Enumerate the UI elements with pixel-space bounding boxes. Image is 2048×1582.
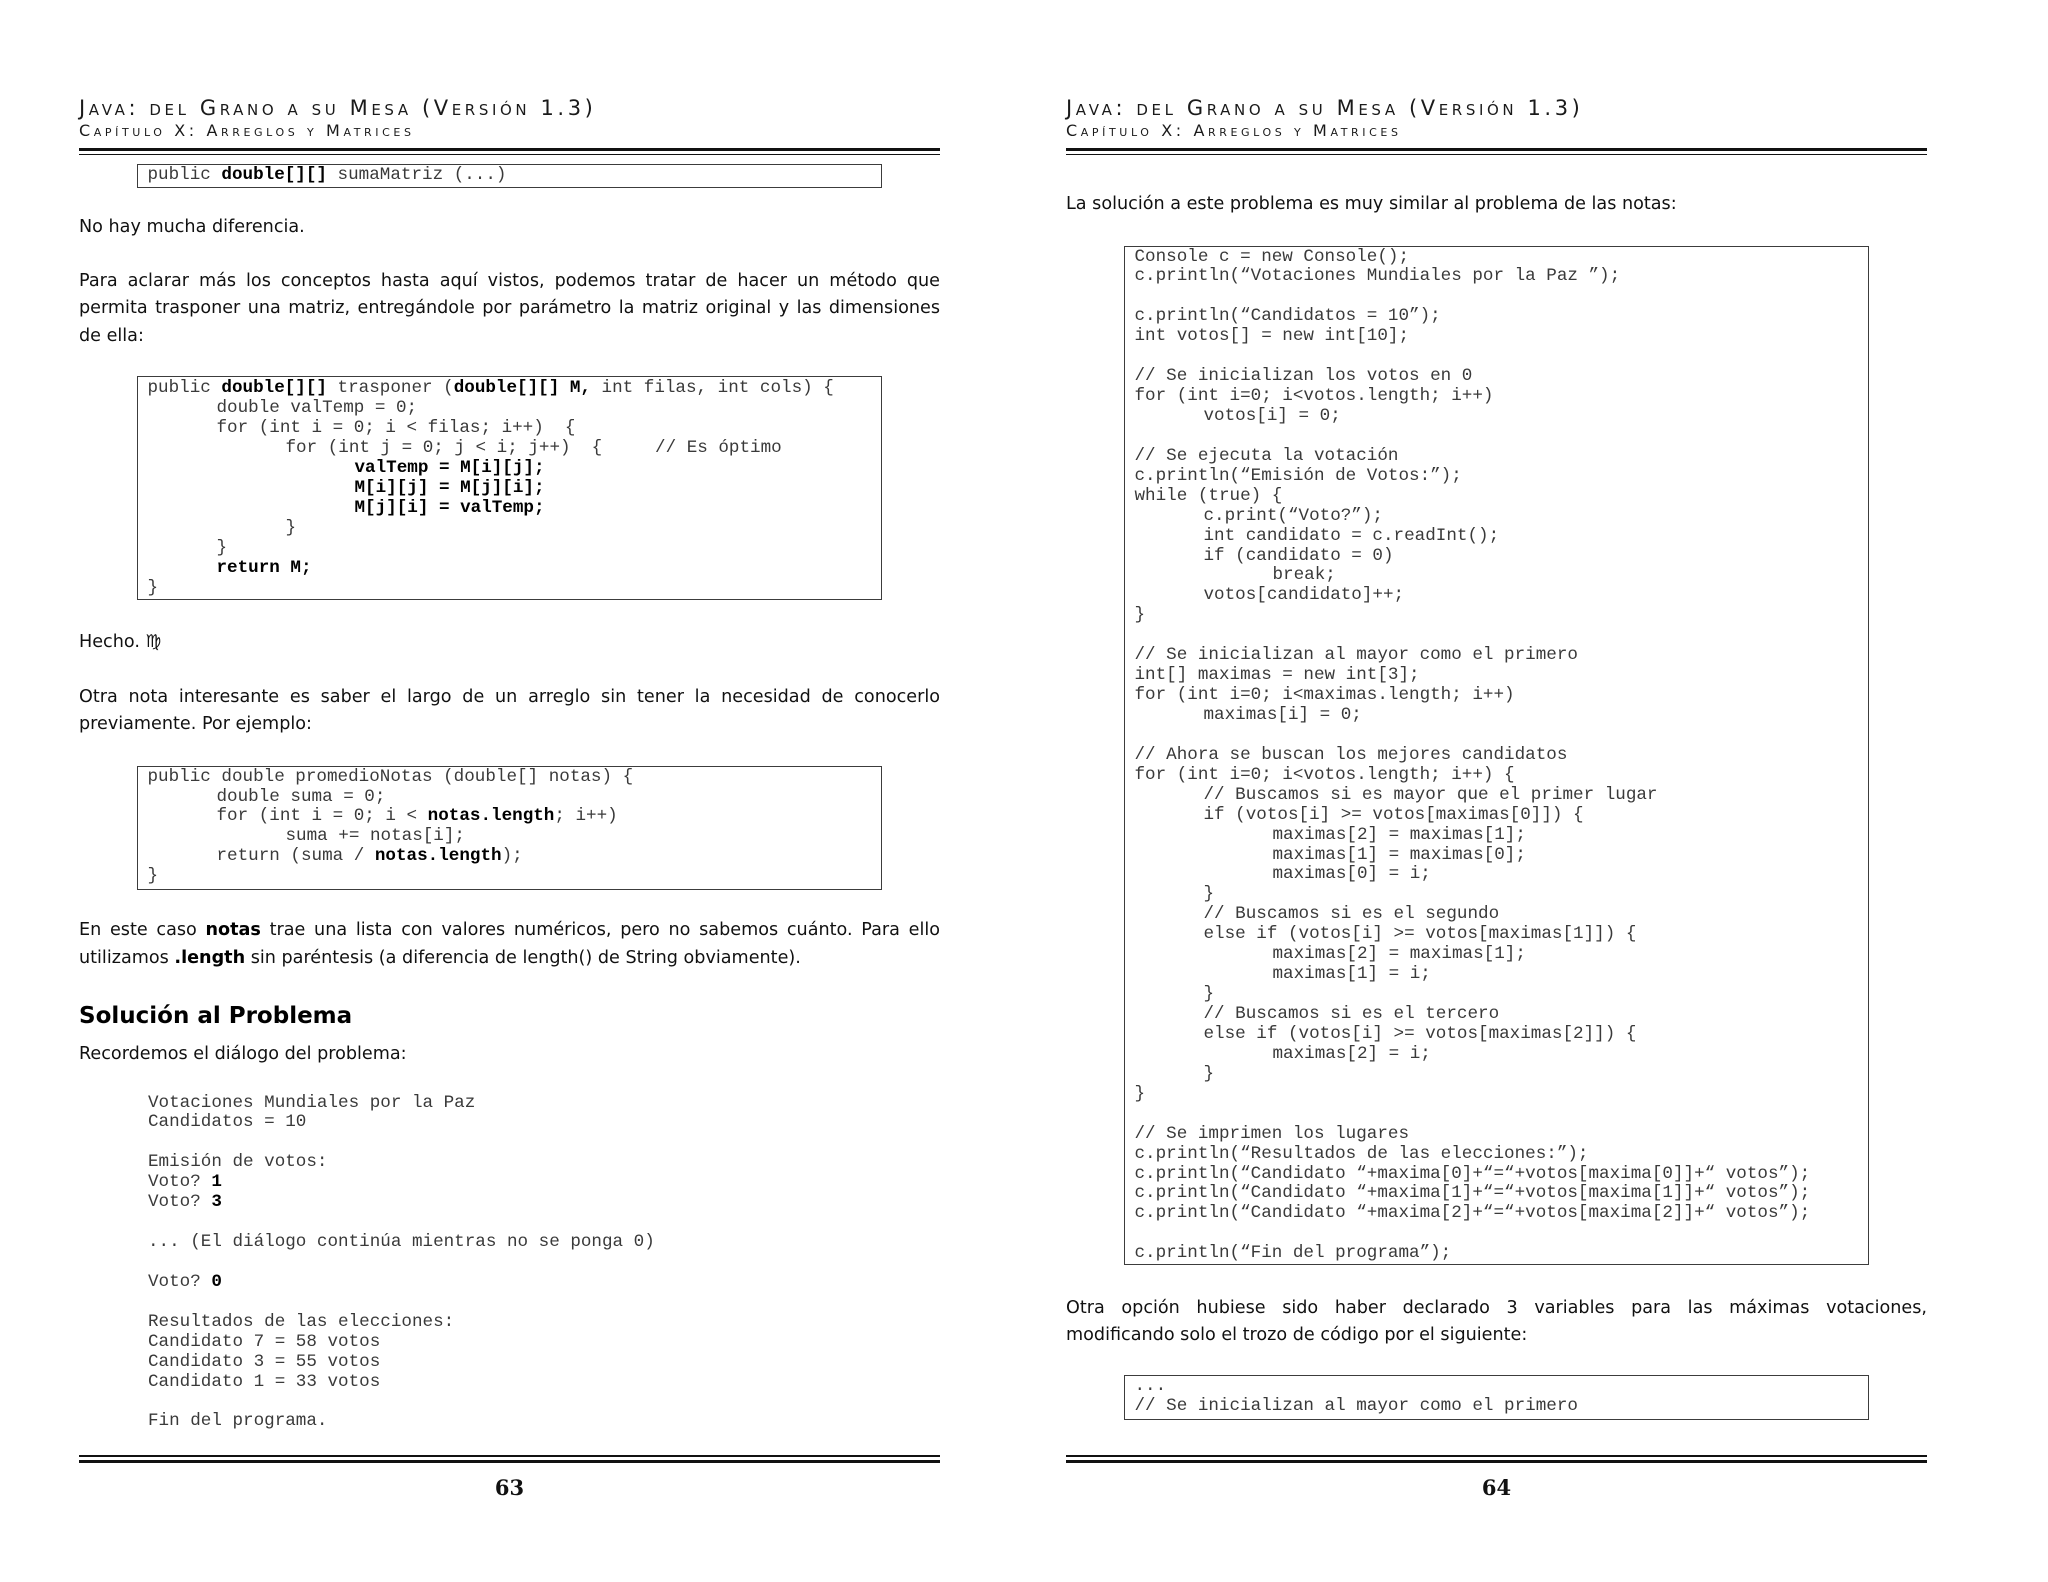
blank-line bbox=[1135, 347, 1863, 367]
bold-text: notas.length bbox=[374, 846, 502, 867]
code-line: c.print(“Voto?”); bbox=[1134, 505, 1383, 526]
text-line: Recordemos el diálogo del problema: bbox=[79, 1044, 407, 1065]
code-line: votos[candidato]++; bbox=[1134, 585, 1405, 606]
code-line: c.println(“Candidato “+maxima[0]+“=“+votos[maxima[0]]+“ votos”); bbox=[1134, 1163, 1811, 1184]
book-title-header: Java: del Grano a su Mesa (Versión 1.3) bbox=[79, 96, 597, 121]
code-line: else if (votos[i] >= votos[maximas[2]]) { bbox=[1134, 1023, 1637, 1044]
dialog-line: Voto? 0 bbox=[148, 1271, 222, 1292]
code-line: } bbox=[1134, 984, 1215, 1005]
code-line: Console c = new Console(); bbox=[1134, 246, 1410, 267]
dialog-line: Resultados de las elecciones: bbox=[148, 1311, 455, 1332]
code-line: for (int i=0; i<maximas.length; i++) bbox=[1134, 685, 1515, 706]
code-line bbox=[148, 479, 876, 499]
paragraph-solucion bbox=[1066, 191, 1927, 219]
code-line bbox=[148, 559, 876, 579]
code-box-suma-matriz bbox=[137, 164, 882, 188]
code-line: maximas[0] = i; bbox=[1134, 864, 1431, 885]
bold-text: 3 bbox=[211, 1192, 222, 1213]
text-line: previamente. Por ejemplo: bbox=[79, 714, 312, 735]
blank-line bbox=[148, 1253, 655, 1273]
text-line: permita trasponer una matriz, entregándole por parámetro la matriz original y las dimensiones bbox=[79, 298, 940, 319]
bold-text: valTemp = M[i][j]; bbox=[354, 457, 545, 478]
code-box-promedio-notas bbox=[137, 766, 882, 890]
code-line: public double promedioNotas (double[] notas) { bbox=[147, 766, 634, 787]
text-line: Hecho. ♍ bbox=[79, 632, 162, 653]
text-line: Otra opción hubiese sido haber declarado 3 variables para las máximas votaciones, bbox=[1066, 1297, 1927, 1318]
bold-text: double[][] M, bbox=[453, 378, 591, 399]
page-63 bbox=[79, 0, 940, 1582]
code-line: } bbox=[1134, 1083, 1146, 1104]
code-line: // Buscamos si es mayor que el primer lugar bbox=[1134, 784, 1658, 805]
text-line: En este caso notas trae una lista con valores numéricos, pero no sabemos cuánto. Para ello bbox=[79, 920, 940, 940]
paragraph-recordemos bbox=[79, 1041, 940, 1069]
code-line: public double[][] sumaMatriz (...) bbox=[147, 164, 507, 185]
text-line: modificando solo el trozo de código por el siguiente: bbox=[1066, 1325, 1528, 1346]
footer-rule-thin bbox=[79, 1455, 940, 1457]
code-box-votaciones bbox=[1124, 246, 1869, 1266]
code-line: // Buscamos si es el tercero bbox=[1134, 1004, 1500, 1025]
blank-line bbox=[148, 1213, 655, 1233]
bold-text: M[i][j] = M[j][i]; bbox=[354, 477, 545, 498]
footer-rule-thick bbox=[79, 1460, 940, 1463]
paragraph-largo-arreglo bbox=[79, 684, 940, 739]
code-line: double suma = 0; bbox=[147, 786, 386, 807]
section-heading: Solución al Problema bbox=[79, 1003, 353, 1029]
blank-line bbox=[1135, 1105, 1863, 1125]
book-title-header: Java: del Grano a su Mesa (Versión 1.3) bbox=[1066, 96, 1584, 121]
dialog-line: Candidato 1 = 33 votos bbox=[148, 1371, 381, 1392]
blank-line bbox=[1135, 287, 1863, 307]
blank-line bbox=[1135, 1224, 1863, 1244]
dialog-line: Candidatos = 10 bbox=[148, 1112, 307, 1133]
blank-line bbox=[1135, 626, 1863, 646]
text-line: La solución a este problema es muy similar al problema de las notas: bbox=[1066, 194, 1677, 214]
code-line: suma += notas[i]; bbox=[147, 826, 465, 847]
page-64 bbox=[1066, 0, 1927, 1582]
header-rule-thin bbox=[79, 154, 940, 156]
code-line: maximas[2] = i; bbox=[1134, 1043, 1431, 1064]
footer-rule-thin bbox=[1066, 1455, 1927, 1457]
code-line: public double[][] trasponer (double[][] M, int filas, int cols) { bbox=[147, 378, 834, 399]
dialog-line: Candidato 7 = 58 votos bbox=[148, 1331, 381, 1352]
dialog-line: Voto? 3 bbox=[148, 1192, 222, 1213]
code-line: while (true) { bbox=[1134, 485, 1283, 506]
code-line: for (int i=0; i<votos.length; i++) { bbox=[1134, 764, 1515, 785]
paragraph-aclarar bbox=[79, 268, 940, 351]
code-line bbox=[148, 499, 876, 519]
code-line: c.println(“Emisión de Votos:”); bbox=[1134, 465, 1462, 486]
footer-rule-thick bbox=[1066, 1460, 1927, 1463]
code-line: c.println(“Votaciones Mundiales por la Paz ”); bbox=[1134, 266, 1621, 287]
text-line: Otra nota interesante es saber el largo de un arreglo sin tener la necesidad de conocerlo bbox=[79, 686, 940, 707]
code-line: // Se ejecuta la votación bbox=[1134, 445, 1399, 466]
dialog-line: Fin del programa. bbox=[148, 1411, 328, 1432]
code-line: for (int i=0; i<votos.length; i++) bbox=[1134, 386, 1494, 407]
dialog-line: Emisión de votos: bbox=[148, 1152, 328, 1173]
code-line: } bbox=[147, 577, 159, 598]
blank-line bbox=[148, 1293, 655, 1313]
text-line: Para aclarar más los conceptos hasta aquí vistos, podemos tratar de hacer un método que bbox=[79, 270, 940, 291]
paragraph-hecho bbox=[79, 629, 940, 657]
code-line: int votos[] = new int[10]; bbox=[1134, 326, 1410, 347]
paragraph-no-diferencia bbox=[79, 214, 940, 242]
code-line bbox=[148, 459, 876, 479]
page-number: 63 bbox=[494, 1475, 525, 1500]
code-line: return (suma / notas.length); bbox=[147, 846, 523, 867]
code-line: // Se inicializan los votos en 0 bbox=[1134, 366, 1473, 387]
code-line: // Se inicializan al mayor como el primero bbox=[1134, 1396, 1578, 1417]
code-line: ... bbox=[1134, 1376, 1167, 1397]
code-line: // Buscamos si es el segundo bbox=[1134, 904, 1500, 925]
code-line: maximas[i] = 0; bbox=[1134, 705, 1362, 725]
dialog-line: ... (El diálogo continúa mientras no se ponga 0) bbox=[148, 1232, 655, 1253]
dialog-line: Votaciones Mundiales por la Paz bbox=[148, 1092, 476, 1113]
bold-text: double[][] bbox=[221, 164, 327, 185]
blank-line bbox=[1135, 726, 1863, 746]
page-number: 64 bbox=[1481, 1475, 1512, 1500]
code-line: c.println(“Candidato “+maxima[1]+“=“+votos[maxima[1]]+“ votos”); bbox=[1134, 1183, 1811, 1204]
paragraph-otra-opcion bbox=[1066, 1295, 1927, 1350]
code-line: double valTemp = 0; bbox=[147, 398, 418, 419]
code-line: votos[i] = 0; bbox=[1134, 405, 1341, 426]
code-line: c.println(“Candidatos = 10”); bbox=[1134, 306, 1441, 327]
text-line: de ella: bbox=[79, 326, 144, 347]
code-line: maximas[1] = maximas[0]; bbox=[1134, 844, 1526, 865]
bold-text: .length bbox=[174, 947, 246, 968]
code-line: } bbox=[1134, 884, 1215, 905]
bold-text: return M; bbox=[216, 557, 312, 578]
code-line: // Se inicializan al mayor como el primero bbox=[1134, 645, 1578, 666]
bold-text: 1 bbox=[211, 1172, 222, 1193]
code-line: maximas[2] = maximas[1]; bbox=[1134, 824, 1526, 845]
code-line: else if (votos[i] >= votos[maximas[1]]) { bbox=[1134, 924, 1637, 945]
bold-text: notas bbox=[205, 920, 261, 940]
header-rule-thick bbox=[79, 148, 940, 151]
code-line: if (candidato = 0) bbox=[1134, 545, 1394, 566]
blank-line bbox=[1135, 427, 1863, 447]
code-box-trasponer bbox=[137, 376, 882, 600]
code-box-alternativa bbox=[1124, 1375, 1869, 1419]
bold-text: notas.length bbox=[427, 806, 555, 827]
code-line: break; bbox=[1134, 565, 1336, 586]
code-line: } bbox=[1134, 1063, 1215, 1084]
bold-text: 0 bbox=[211, 1271, 222, 1292]
code-line: c.println(“Candidato “+maxima[2]+“=“+votos[maxima[2]]+“ votos”); bbox=[1134, 1203, 1811, 1224]
text-line: utilizamos .length sin paréntesis (a diferencia de length() de String obviamente). bbox=[79, 947, 801, 968]
code-line: c.println(“Resultados de las elecciones:”); bbox=[1134, 1143, 1589, 1164]
code-line: for (int j = 0; j < i; j++) { // Es óptimo bbox=[147, 438, 782, 458]
code-line: } bbox=[147, 537, 228, 558]
header-rule-thick bbox=[1066, 148, 1927, 151]
chapter-header: Capítulo X: Arreglos y Matrices bbox=[79, 121, 415, 141]
code-line: } bbox=[1134, 605, 1146, 626]
code-line: int candidato = c.readInt(); bbox=[1134, 525, 1500, 546]
code-line: maximas[1] = i; bbox=[1134, 964, 1431, 985]
code-line: } bbox=[147, 517, 297, 538]
program-dialog-listing bbox=[148, 1094, 655, 1433]
code-line: int[] maximas = new int[3]; bbox=[1134, 665, 1420, 686]
code-line: } bbox=[147, 866, 159, 887]
text-line: No hay mucha diferencia. bbox=[79, 216, 305, 237]
blank-line bbox=[148, 1133, 655, 1153]
dialog-line: Voto? 1 bbox=[148, 1172, 222, 1193]
paragraph-notas-length bbox=[79, 917, 940, 972]
code-line: // Ahora se buscan los mejores candidatos bbox=[1134, 744, 1568, 765]
code-line: for (int i = 0; i < filas; i++) { bbox=[147, 418, 576, 439]
code-line: // Se imprimen los lugares bbox=[1134, 1123, 1410, 1144]
bold-text: double[][] bbox=[221, 378, 327, 399]
chapter-header: Capítulo X: Arreglos y Matrices bbox=[1066, 121, 1402, 141]
code-line: if (votos[i] >= votos[maximas[0]]) { bbox=[1134, 804, 1584, 825]
code-line: maximas[2] = maximas[1]; bbox=[1134, 944, 1526, 965]
dialog-line: Candidato 3 = 55 votos bbox=[148, 1351, 381, 1372]
header-rule-thin bbox=[1066, 154, 1927, 156]
code-line: c.println(“Fin del programa”); bbox=[1134, 1243, 1452, 1264]
code-line: for (int i = 0; i < notas.length; i++) bbox=[147, 806, 618, 827]
blank-line bbox=[148, 1393, 655, 1413]
bold-text: M[j][i] = valTemp; bbox=[354, 497, 545, 518]
